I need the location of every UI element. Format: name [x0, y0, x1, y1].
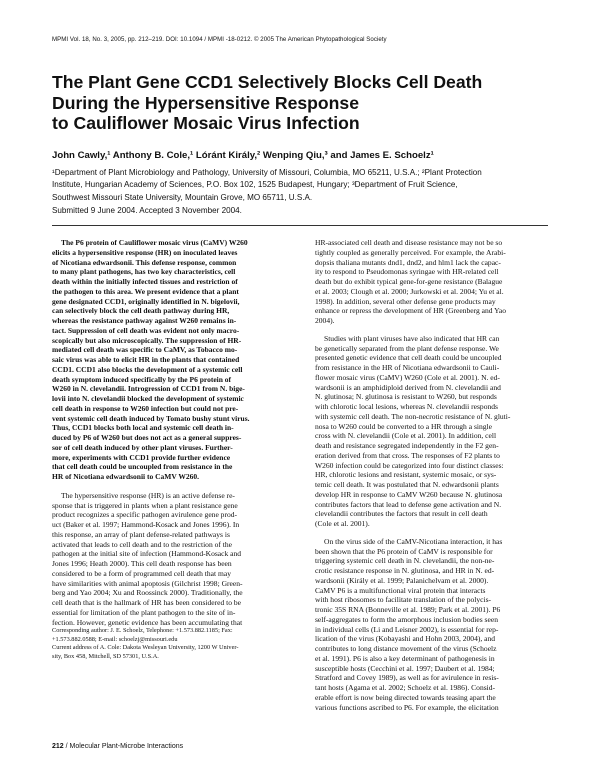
left-column	[52, 238, 304, 627]
affiliation-line: Institute, Hungarian Academy of Sciences, P.O. Box 102, 1525 Budapest, Hungary; ³Department of Fruit Science,	[52, 180, 458, 190]
journal-header: MPMI Vol. 18, No. 3, 2005, pp. 212–219. DOI: 10.1094 / MPMI -18-0212. © 2005 The American Phytopathological Society	[52, 36, 387, 43]
article-title	[52, 72, 552, 134]
text-line: that cell death could be uncoupled from resistance in the	[52, 462, 233, 472]
text-line: tact. Suppression of cell death was evident not only macro-	[52, 325, 240, 335]
text-line: HR of Nicotiana edwardsonii to CaMV W260.	[52, 472, 200, 481]
text-line: temic cell death. It was postulated that N. edwardsonii plants	[315, 480, 499, 489]
right-paragraph-1	[315, 238, 551, 326]
text-line: The P6 protein of Cauliflower mosaic virus (CaMV) W260	[61, 238, 248, 247]
text-line: have similarities with animal apoptosis (Gilchrist 1998; Green-	[52, 578, 243, 588]
text-line: this response, an array of plant defense-related pathways is	[52, 529, 230, 539]
text-line: dopsis thaliana mutants dnd1, dnd2, and hlm1 lack the capac-	[315, 257, 501, 267]
title-line: to Cauliflower Mosaic Virus Infection	[52, 113, 360, 133]
corresponding-author-footnote	[52, 627, 304, 661]
text-line: death and resistance segregated independently in the F2 gen-	[315, 441, 499, 450]
text-line: (Cole et al. 2001).	[315, 519, 370, 528]
text-line: et al. 1991). P6 is also a key determinant of pathogenesis in	[315, 653, 495, 663]
text-line: N. glutinosa; N. glutinosa is resistant to W260, but responds	[315, 392, 497, 402]
text-line: activated that leads to cell death and to the restriction of the	[52, 539, 233, 549]
text-line: contributes to long distance movement of the virus (Schoelz	[315, 644, 497, 653]
text-line: of Nicotiana edwardsonii. This defense response, common	[52, 257, 237, 267]
text-line: develop HR in response to CaMV W260 because N. glutinosa	[315, 489, 503, 499]
text-line: tant hosts (Agama et al. 2002; Schoelz et al. 1986). Consid-	[315, 683, 496, 692]
text-line: On the virus side of the CaMV-Nicotiana interaction, it has	[324, 536, 503, 546]
page-footer	[52, 743, 183, 750]
text-line: 1998). In addition, several other defense gene products may	[315, 296, 496, 306]
text-line: +1.573.882.0588; E-mail: schoelzj@missouri.edu	[52, 635, 178, 643]
text-line: fection. However, genetic evidence has been accumulating that	[52, 617, 243, 627]
introduction-paragraph	[52, 491, 304, 628]
text-line: more, experiments with CCD1 provide further evidence	[52, 452, 231, 462]
text-line: scopically but also microscopically. The suppression of HR-	[52, 335, 242, 345]
text-line: with host ribosomes to facilitate translation of the polycis-	[315, 595, 492, 605]
text-line: saic virus was able to elicit HR in the plants that contained	[52, 355, 240, 364]
text-line: sity, Box 458, Mitchell, SD 57301, U.S.A.	[52, 652, 159, 660]
text-line: W260 in N. clevelandii. Introgression of CCD1 from N. bige-	[52, 384, 245, 394]
text-line: wardsonii is an amphidiploid derived from N. clevelandii and	[315, 382, 501, 392]
text-line: HR, chlorotic lesions and resistant, systemic mosaic, or sys-	[315, 470, 497, 480]
text-line: contributes factors that lead to defense gene activation and N.	[315, 499, 502, 509]
text-line: whereas the resistance pathway against W260 remains in-	[52, 316, 237, 325]
text-line: cell death that is the hallmark of HR has been considered to be	[52, 598, 242, 607]
text-line: self-aggregates to form the amorphous inclusion bodies seen	[315, 614, 498, 624]
text-line: be genetically separated from the plant defense response. We	[315, 343, 499, 353]
text-line: essential for limitation of the plant pathogen to the site of in-	[52, 607, 236, 617]
text-line: 2004).	[315, 316, 335, 325]
text-line: CaMV P6 is a multifunctional viral protein that interacts	[315, 585, 486, 595]
text-line: tronic 35S RNA (Bonneville et al. 1989; Park et al. 2001). P6	[315, 605, 501, 614]
text-line: tightly coupled as generally perceived. For example, the Arabi-	[315, 247, 506, 257]
text-line: Thus, CCD1 blocks both local and systemic cell death in-	[52, 423, 234, 433]
text-line: clevelandii contributes the factors that result in cell death	[315, 509, 488, 519]
text-line: nosa to W260 could be converted to a HR through a single	[315, 421, 492, 431]
text-line: to many plant pathogens, has two key characteristics, cell	[52, 267, 236, 277]
text-line: flower mosaic virus (CaMV) W260 (Cole et al. 2001). N. ed-	[315, 372, 500, 382]
text-line: ity to respond to Pseudomonas syringae with HR-related cell	[315, 267, 499, 277]
text-line: The hypersensitive response (HR) is an active defense re-	[61, 490, 235, 500]
title-line: The Plant Gene CCD1 Selectively Blocks Cell Death	[52, 72, 483, 92]
text-line: from resistance in the HR of Nicotiana edwardsonii to Cauli-	[315, 363, 500, 372]
text-line: mediated cell death was specific to CaMV, as Tobacco mo-	[52, 345, 238, 355]
text-line: Studies with plant viruses have also indicated that HR can	[324, 333, 500, 343]
text-line: with chlorotic local lesions, whereas N. clevelandii responds	[315, 402, 498, 411]
text-line: lovii into N. clevelandii blocked the development of systemic	[52, 394, 244, 403]
text-line: eration derived from that cross. The responses of F2 plants to	[315, 450, 500, 460]
text-line: enhance or repress the development of HR (Greenberg and Yao	[315, 306, 506, 316]
text-line: considered to be a form of programmed cell death that may	[52, 568, 231, 578]
text-line: duced by P6 of W260 but does not act as a general suppres-	[52, 433, 242, 442]
text-line: crotic resistance response in N. glutinosa, and HR in N. ed-	[315, 566, 495, 575]
affiliation-line: ¹Department of Plant Microbiology and Pathology, University of Missouri, Columbia, MO 65211, U.S.A.; ²Plant Protection	[52, 168, 482, 177]
text-line: cross with N. clevelandii (Cole et al. 2001). In addition, cell	[315, 431, 497, 441]
text-line: gene designated CCD1, originally identified in N. bigelovii,	[52, 296, 240, 306]
text-line: erable effort is now being directed towards teasing apart the	[315, 692, 496, 702]
text-line: HR-associated cell death and disease resistance may not be so	[315, 238, 503, 247]
right-column	[315, 238, 551, 712]
text-line: vent systemic cell death induced by Tomato bushy stunt virus.	[52, 413, 250, 423]
text-line: uct (Baker et al. 1997; Hammond-Kosack and Jones 1996). In	[52, 520, 240, 529]
text-line: W260 infection could be categorized into four distinct classes:	[315, 460, 504, 470]
title-line: During the Hypersensitive Response	[52, 92, 359, 113]
text-line: product recognizes a specific pathogen avirulence gene prod-	[52, 510, 238, 520]
text-line: Stratford and Covey 1989), as well as for avirulence in resis-	[315, 673, 499, 683]
author-list: John Cawly,¹ Anthony B. Cole,¹ Lóránt Király,² Wenping Qiu,³ and James E. Schoelz¹	[52, 150, 434, 161]
text-line: CCD1. CCD1 also blocks the development of a systemic cell	[52, 364, 243, 374]
text-line: berg and Yao 2004; Xu and Roossinck 2000). Traditionally, the	[52, 588, 243, 598]
text-line: et al. 2003; Clough et al. 2000; Jurkowski et al. 2004; Yu et al.	[315, 286, 504, 296]
text-line: wardsonii (Király et al. 1999; Palanichelvam et al. 2000).	[315, 575, 489, 585]
text-line: can selectively block the cell death pathway during HR,	[52, 306, 230, 316]
text-line: presented genetic evidence that cell death could be uncoupled	[315, 353, 502, 363]
text-line: elicits a hypersensitive response (HR) on inoculated leaves	[52, 247, 238, 257]
text-line: lication of the virus (Kobayashi and Hohn 2003, 2004), and	[315, 634, 496, 644]
text-line: various functions ascribed to P6. For example, the elicitation	[315, 702, 499, 712]
text-line: with systemic cell death. The non-necrotic resistance of N. gluti-	[315, 411, 511, 421]
text-line: death symptom induced specifically by the P6 protein of	[52, 374, 232, 384]
text-line: sponse that is triggered in plants when a plant resistance gene	[52, 500, 238, 510]
abstract	[52, 238, 304, 482]
text-line: Corresponding author: J. E. Schoelz, Telephone: +1.573.882.1185; Fax:	[52, 627, 233, 634]
right-paragraph-3	[315, 537, 551, 713]
text-line: sor of cell death induced by other plant viruses. Further-	[52, 442, 233, 452]
affiliation-line: Southwest Missouri State University, Mountain Grove, MO 65711, U.S.A.	[52, 192, 313, 202]
text-line: in individual cells (Li and Leisner 2002), is essential for rep-	[315, 624, 499, 634]
text-line: the pathogen to this area. We present evidence that a plant	[52, 286, 239, 296]
text-line: been shown that the P6 protein of CaMV is responsible for	[315, 546, 493, 556]
text-line: susceptible hosts (Cecchini et al. 1997; Daubert et al. 1984;	[315, 663, 495, 673]
text-line: Current address of A. Cole: Dakota Wesleyan University, 1200 W Univer-	[52, 644, 239, 652]
text-line: death but do exhibit typical gene-for-gene resistance (Balague	[315, 277, 503, 286]
affiliations	[52, 167, 552, 204]
journal-name: / Molecular Plant-Microbe Interactions	[65, 743, 184, 750]
page-number: 212	[52, 743, 64, 750]
submission-dates: Submitted 9 June 2004. Accepted 3 November 2004.	[52, 206, 242, 215]
header-divider	[52, 225, 548, 226]
text-line: pathogen at the initial site of infection (Hammond-Kosack and	[52, 549, 242, 559]
text-line: triggering systemic cell death in N. clevelandii, the non-ne-	[315, 556, 495, 566]
text-line: cell death in response to W260 infection but could not pre-	[52, 403, 239, 413]
text-line: death within the initially infected tissues and restriction of	[52, 277, 238, 286]
text-line: Jones 1996; Heath 2000). This cell death response has been	[52, 559, 232, 568]
right-paragraph-2	[315, 334, 551, 529]
